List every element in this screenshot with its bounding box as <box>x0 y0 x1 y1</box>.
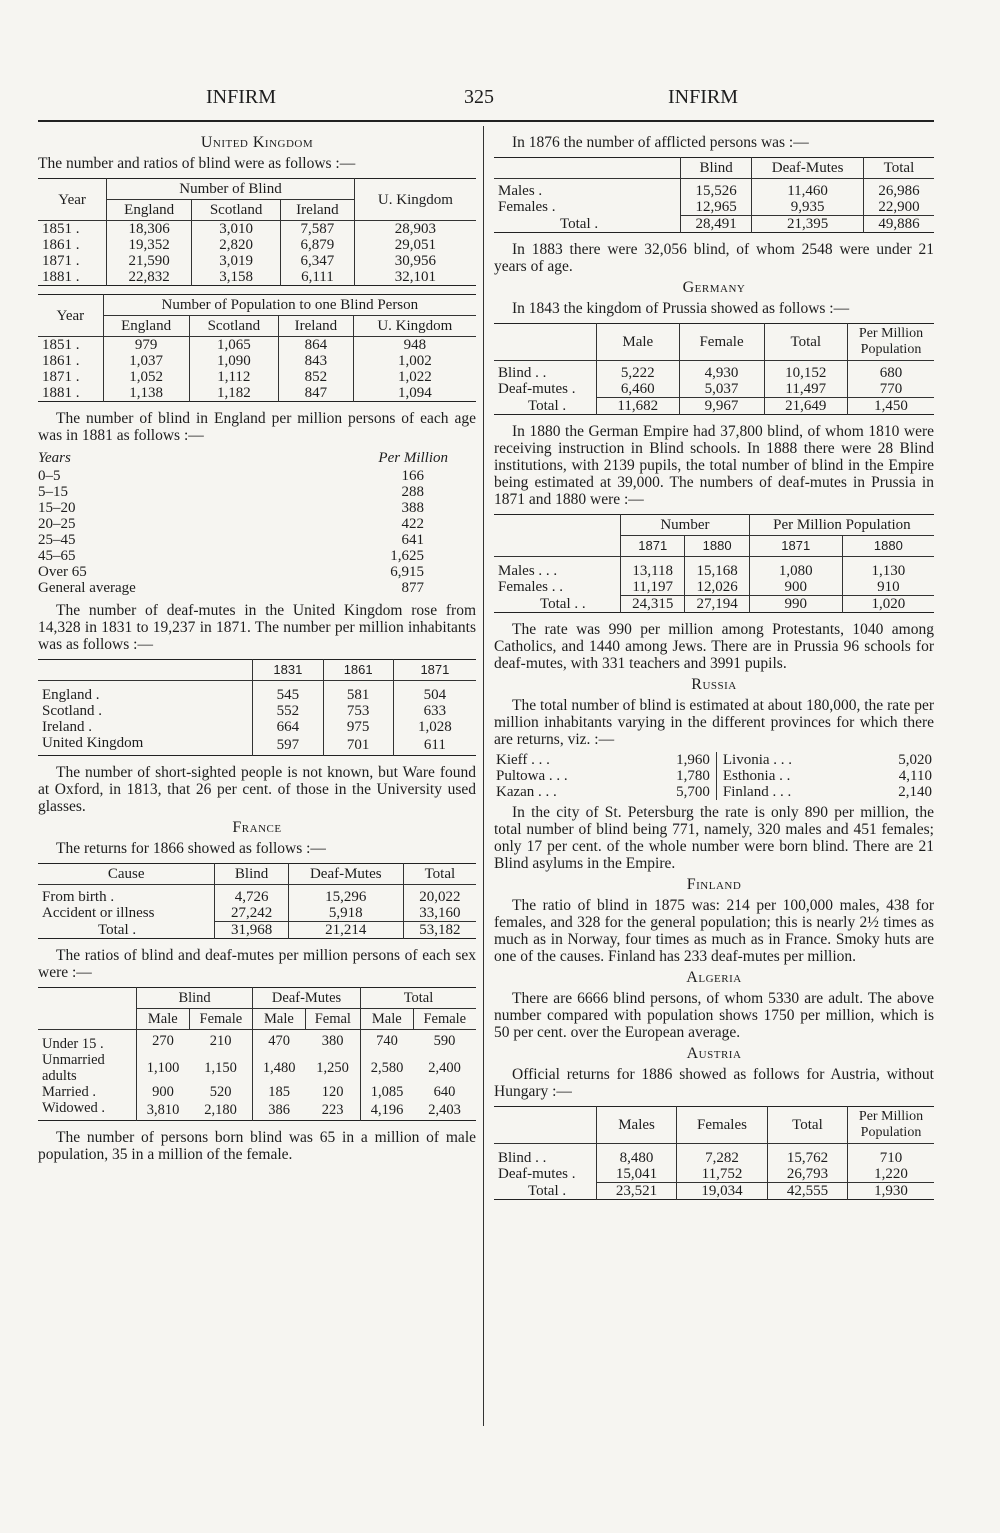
age-intro: The number of blind in England per million persons of each age was in 1881 as follows :— <box>38 410 476 444</box>
list-item: 15–20 388 <box>38 500 424 516</box>
age-list <box>38 450 476 596</box>
col-header-total: Total <box>767 1107 847 1144</box>
russia-text: The total number of blind is estimated at about 180,000, the rate per million inhabitants varying in the different provinces for which there are returns, viz. :— <box>494 697 934 748</box>
col-header-male: Male <box>597 324 680 361</box>
table-row: Blind . . 8,480 7,282 15,762 710 <box>494 1144 934 1167</box>
table-row: Females . . 11,197 12,026 900 910 <box>494 579 934 596</box>
list-item: 45–65 1,625 <box>38 548 424 564</box>
table-row-total: Total . 28,491 21,395 49,886 <box>494 216 934 233</box>
section-heading-russia: Russia <box>691 676 737 693</box>
table-row-total: Total . 11,682 9,967 21,649 1,450 <box>494 398 934 415</box>
col-header-females: Females <box>677 1107 768 1144</box>
table-row: 1871 . 1,052 1,112 852 1,022 <box>38 369 476 385</box>
age-header-per-million: Per Million <box>378 450 448 466</box>
col-header-uk: U. Kingdom <box>354 179 476 221</box>
afflicted-intro: In 1876 the number of afflicted persons was :— <box>512 134 809 151</box>
table-row: 1851 . 18,306 3,010 7,587 28,903 <box>38 221 476 238</box>
section-heading-germany: Germany <box>682 279 746 296</box>
table-row: Widowed . 3,810 2,180 386 223 4,196 2,403 <box>38 1100 476 1121</box>
rate-text: The rate was 990 per million among Protestants, 1040 among Catholics, and 1440 among Jews. There are in Prussia 96 schools for deaf-mutes, with 331 teachers and 3991 pupils. <box>494 621 934 672</box>
finland-text: The ratio of blind in 1875 was: 214 per 100,000 males, 438 for females, and 328 for the general population; this is nearly 2½ times as much as in Norway, four times as much as in France. Smoky huts are one of the causes. Finland has 233 deaf-mutes per million. <box>494 897 934 965</box>
section-heading-france: France <box>232 819 282 836</box>
col-header-deaf-mutes: Deaf-Mutes <box>253 988 361 1009</box>
col-header-population-per-blind: Number of Population to one Blind Person <box>103 295 476 316</box>
col-header-deaf-mutes: Deaf-Mutes <box>288 864 403 885</box>
col-header-ireland: Ireland <box>281 200 355 221</box>
table-row: 1871 . 21,590 3,019 6,347 30,956 <box>38 253 476 269</box>
table-row: Under 15 . 270 210 470 380 740 590 <box>38 1030 476 1053</box>
table-row-total: Total . . 24,315 27,194 990 1,020 <box>494 596 934 613</box>
col-header-female: Female <box>189 1009 253 1030</box>
col-header-1880: 1880 <box>842 536 934 557</box>
ratios-intro: The ratios of blind and deaf-mutes per million persons of each sex were :— <box>38 947 476 981</box>
col-header-england: England <box>107 200 192 221</box>
col-header-uk: U. Kingdom <box>353 316 476 337</box>
col-header-per-million: Per Million Population <box>848 324 935 361</box>
uk-blind-table <box>38 178 476 286</box>
header-right-title: INFIRM <box>668 86 739 108</box>
list-item: Pultowa . . . 1,780 Esthonia . . 4,110 <box>496 768 932 784</box>
col-header-blind: Blind <box>137 988 253 1009</box>
table-row: Males . . . 13,118 15,168 1,080 1,130 <box>494 557 934 580</box>
short-sighted-text: The number of short-sighted people is not known, but Ware found at Oxford, in 1813, that 26 per cent. of those in the University used glasses. <box>38 764 476 815</box>
col-header-per-million: Per Million Population <box>848 1107 935 1144</box>
col-header-england: England <box>103 316 189 337</box>
list-item: Kazan . . . 5,700 Finland . . . 2,140 <box>496 784 932 800</box>
uk-population-per-blind-table <box>38 294 476 402</box>
table-row: Males . 15,526 11,460 26,986 <box>494 179 934 200</box>
col-header-deaf-mutes: Deaf-Mutes <box>752 158 864 179</box>
table-row: 1861 . 19,352 2,820 6,879 29,051 <box>38 237 476 253</box>
list-item: Kieff . . . 1,960 Livonia . . . 5,020 <box>496 752 932 768</box>
table-row: Deaf-mutes . 6,460 5,037 11,497 770 <box>494 381 934 398</box>
left-column <box>38 130 476 1167</box>
page-number: 325 <box>464 86 494 108</box>
list-item: Over 65 6,915 <box>38 564 424 580</box>
table-row: England . 545 581 504 <box>38 681 476 704</box>
table-row: Married . 900 520 185 120 1,085 640 <box>42 1084 456 1100</box>
table-row: United Kingdom 597 701 611 <box>38 735 476 756</box>
france-intro: The returns for 1866 showed as follows :— <box>56 840 326 857</box>
col-header-female: Female <box>679 324 764 361</box>
age-header-years: Years <box>38 450 71 466</box>
col-header-male: Male <box>137 1009 190 1030</box>
col-header-total: Total <box>863 158 934 179</box>
col-header-cause: Cause <box>38 864 215 885</box>
col-header-blind: Blind <box>215 864 288 885</box>
table-row: Unmarried adults 1,100 1,150 1,480 1,250 2,580 2,400 <box>42 1052 461 1084</box>
col-header-scotland: Scotland <box>189 316 279 337</box>
col-header-female: Female <box>413 1009 476 1030</box>
y1883-text: In 1883 there were 32,056 blind, of whom 2548 were under 21 years of age. <box>494 241 934 275</box>
col-header-number-of-blind: Number of Blind <box>107 179 355 200</box>
col-header-1871: 1871 <box>749 536 842 557</box>
list-item: 25–45 641 <box>38 532 424 548</box>
list-item: 5–15 288 <box>38 484 424 500</box>
table-row: Females . 12,965 9,935 22,900 <box>494 199 934 216</box>
table-row: 1881 . 1,138 1,182 847 1,094 <box>38 385 476 402</box>
russia-provinces-list <box>494 752 934 800</box>
deaf-mutes-intro: The number of deaf-mutes in the United Kingdom rose from 14,328 in 1831 to 19,237 in 1871. The number per million inhabitants was as follows :— <box>38 602 476 653</box>
col-header-number: Number <box>621 515 750 536</box>
col-header-total: Total <box>403 864 476 885</box>
col-header-year: Year <box>38 179 107 221</box>
france-table <box>38 863 476 939</box>
header-rule <box>38 120 934 122</box>
uk-deaf-mutes-table <box>38 659 476 756</box>
austria-1886-table <box>494 1106 934 1200</box>
col-header-1871: 1871 <box>621 536 685 557</box>
list-item: General average 877 <box>38 580 424 596</box>
col-header-male: Male <box>360 1009 413 1030</box>
table-row: Deaf-mutes . 15,041 11,752 26,793 1,220 <box>494 1166 934 1183</box>
col-header-blind: Blind <box>681 158 752 179</box>
prussia-1843-table <box>494 323 934 415</box>
section-heading-algeria: Algeria <box>686 969 742 986</box>
prussia-intro: In 1843 the kingdom of Prussia showed as follows :— <box>512 300 850 317</box>
afflicted-1876-table <box>494 157 934 233</box>
table-row: 1851 . 979 1,065 864 948 <box>38 337 476 354</box>
ratios-by-sex-table <box>38 987 476 1121</box>
running-header <box>38 86 934 116</box>
col-header-1831: 1831 <box>253 660 323 681</box>
table-row: Ireland . 664 975 1,028 <box>38 719 476 735</box>
section-heading-austria: Austria <box>686 1045 742 1062</box>
table-row: Blind . . 5,222 4,930 10,152 680 <box>494 361 934 382</box>
header-left-title: INFIRM <box>206 86 277 108</box>
table-row: 1861 . 1,037 1,090 843 1,002 <box>38 353 476 369</box>
prussia-deaf-mutes-table <box>494 514 934 613</box>
right-column <box>494 130 934 1208</box>
col-header-per-million: Per Million Population <box>749 515 934 536</box>
table-row-total: Total . 31,968 21,214 53,182 <box>38 922 476 939</box>
list-item: 0–5 166 <box>38 468 424 484</box>
table-row-total: Total . 23,521 19,034 42,555 1,930 <box>494 1183 934 1200</box>
col-header-ireland: Ireland <box>279 316 354 337</box>
col-header-total: Total <box>360 988 476 1009</box>
col-header-1861: 1861 <box>323 660 393 681</box>
col-header-1871: 1871 <box>393 660 476 681</box>
petersburg-text: In the city of St. Petersburg the rate is only 890 per million, the total number of blind being 771, namely, 320 males and 451 females; only 17 per cent. of the whole number were born blind. There are 21 Blind asylums in the Empire. <box>494 804 934 872</box>
col-header-1880: 1880 <box>685 536 749 557</box>
col-header-males: Males <box>597 1107 677 1144</box>
table-row: Scotland . 552 753 633 <box>38 703 476 719</box>
table-row: 1881 . 22,832 3,158 6,111 32,101 <box>38 269 476 286</box>
col-header-male: Male <box>253 1009 306 1030</box>
list-item: 20–25 422 <box>38 516 424 532</box>
born-blind-text: The number of persons born blind was 65 in a million of male population, 35 in a million of the female. <box>38 1129 476 1163</box>
col-header-year: Year <box>38 295 103 337</box>
col-header-scotland: Scotland <box>192 200 281 221</box>
uk-intro: The number and ratios of blind were as follows :— <box>38 155 356 172</box>
col-header-female: Femal <box>305 1009 360 1030</box>
german-1880-text: In 1880 the German Empire had 37,800 blind, of whom 1810 were receiving instruction in Blind schools. In 1888 there were 28 Blind institutions, with 2139 pupils, the total number of blind in the Empire being estimated at 39,000. The numbers of deaf-mutes in Prussia in 1871 and 1880 were :— <box>494 423 934 508</box>
section-heading-uk: United Kingdom <box>200 134 314 151</box>
column-divider <box>483 126 484 1426</box>
algeria-text: There are 6666 blind persons, of whom 5330 are adult. The above number compared with population shows 1750 per million, which is 50 per cent. over the European average. <box>494 990 934 1041</box>
table-row: Accident or illness 27,242 5,918 33,160 <box>38 905 476 922</box>
table-row: From birth . 4,726 15,296 20,022 <box>38 885 476 906</box>
section-heading-finland: Finland <box>686 876 742 893</box>
col-header-total: Total <box>764 324 847 361</box>
austria-intro: Official returns for 1886 showed as follows for Austria, without Hungary :— <box>494 1066 934 1100</box>
